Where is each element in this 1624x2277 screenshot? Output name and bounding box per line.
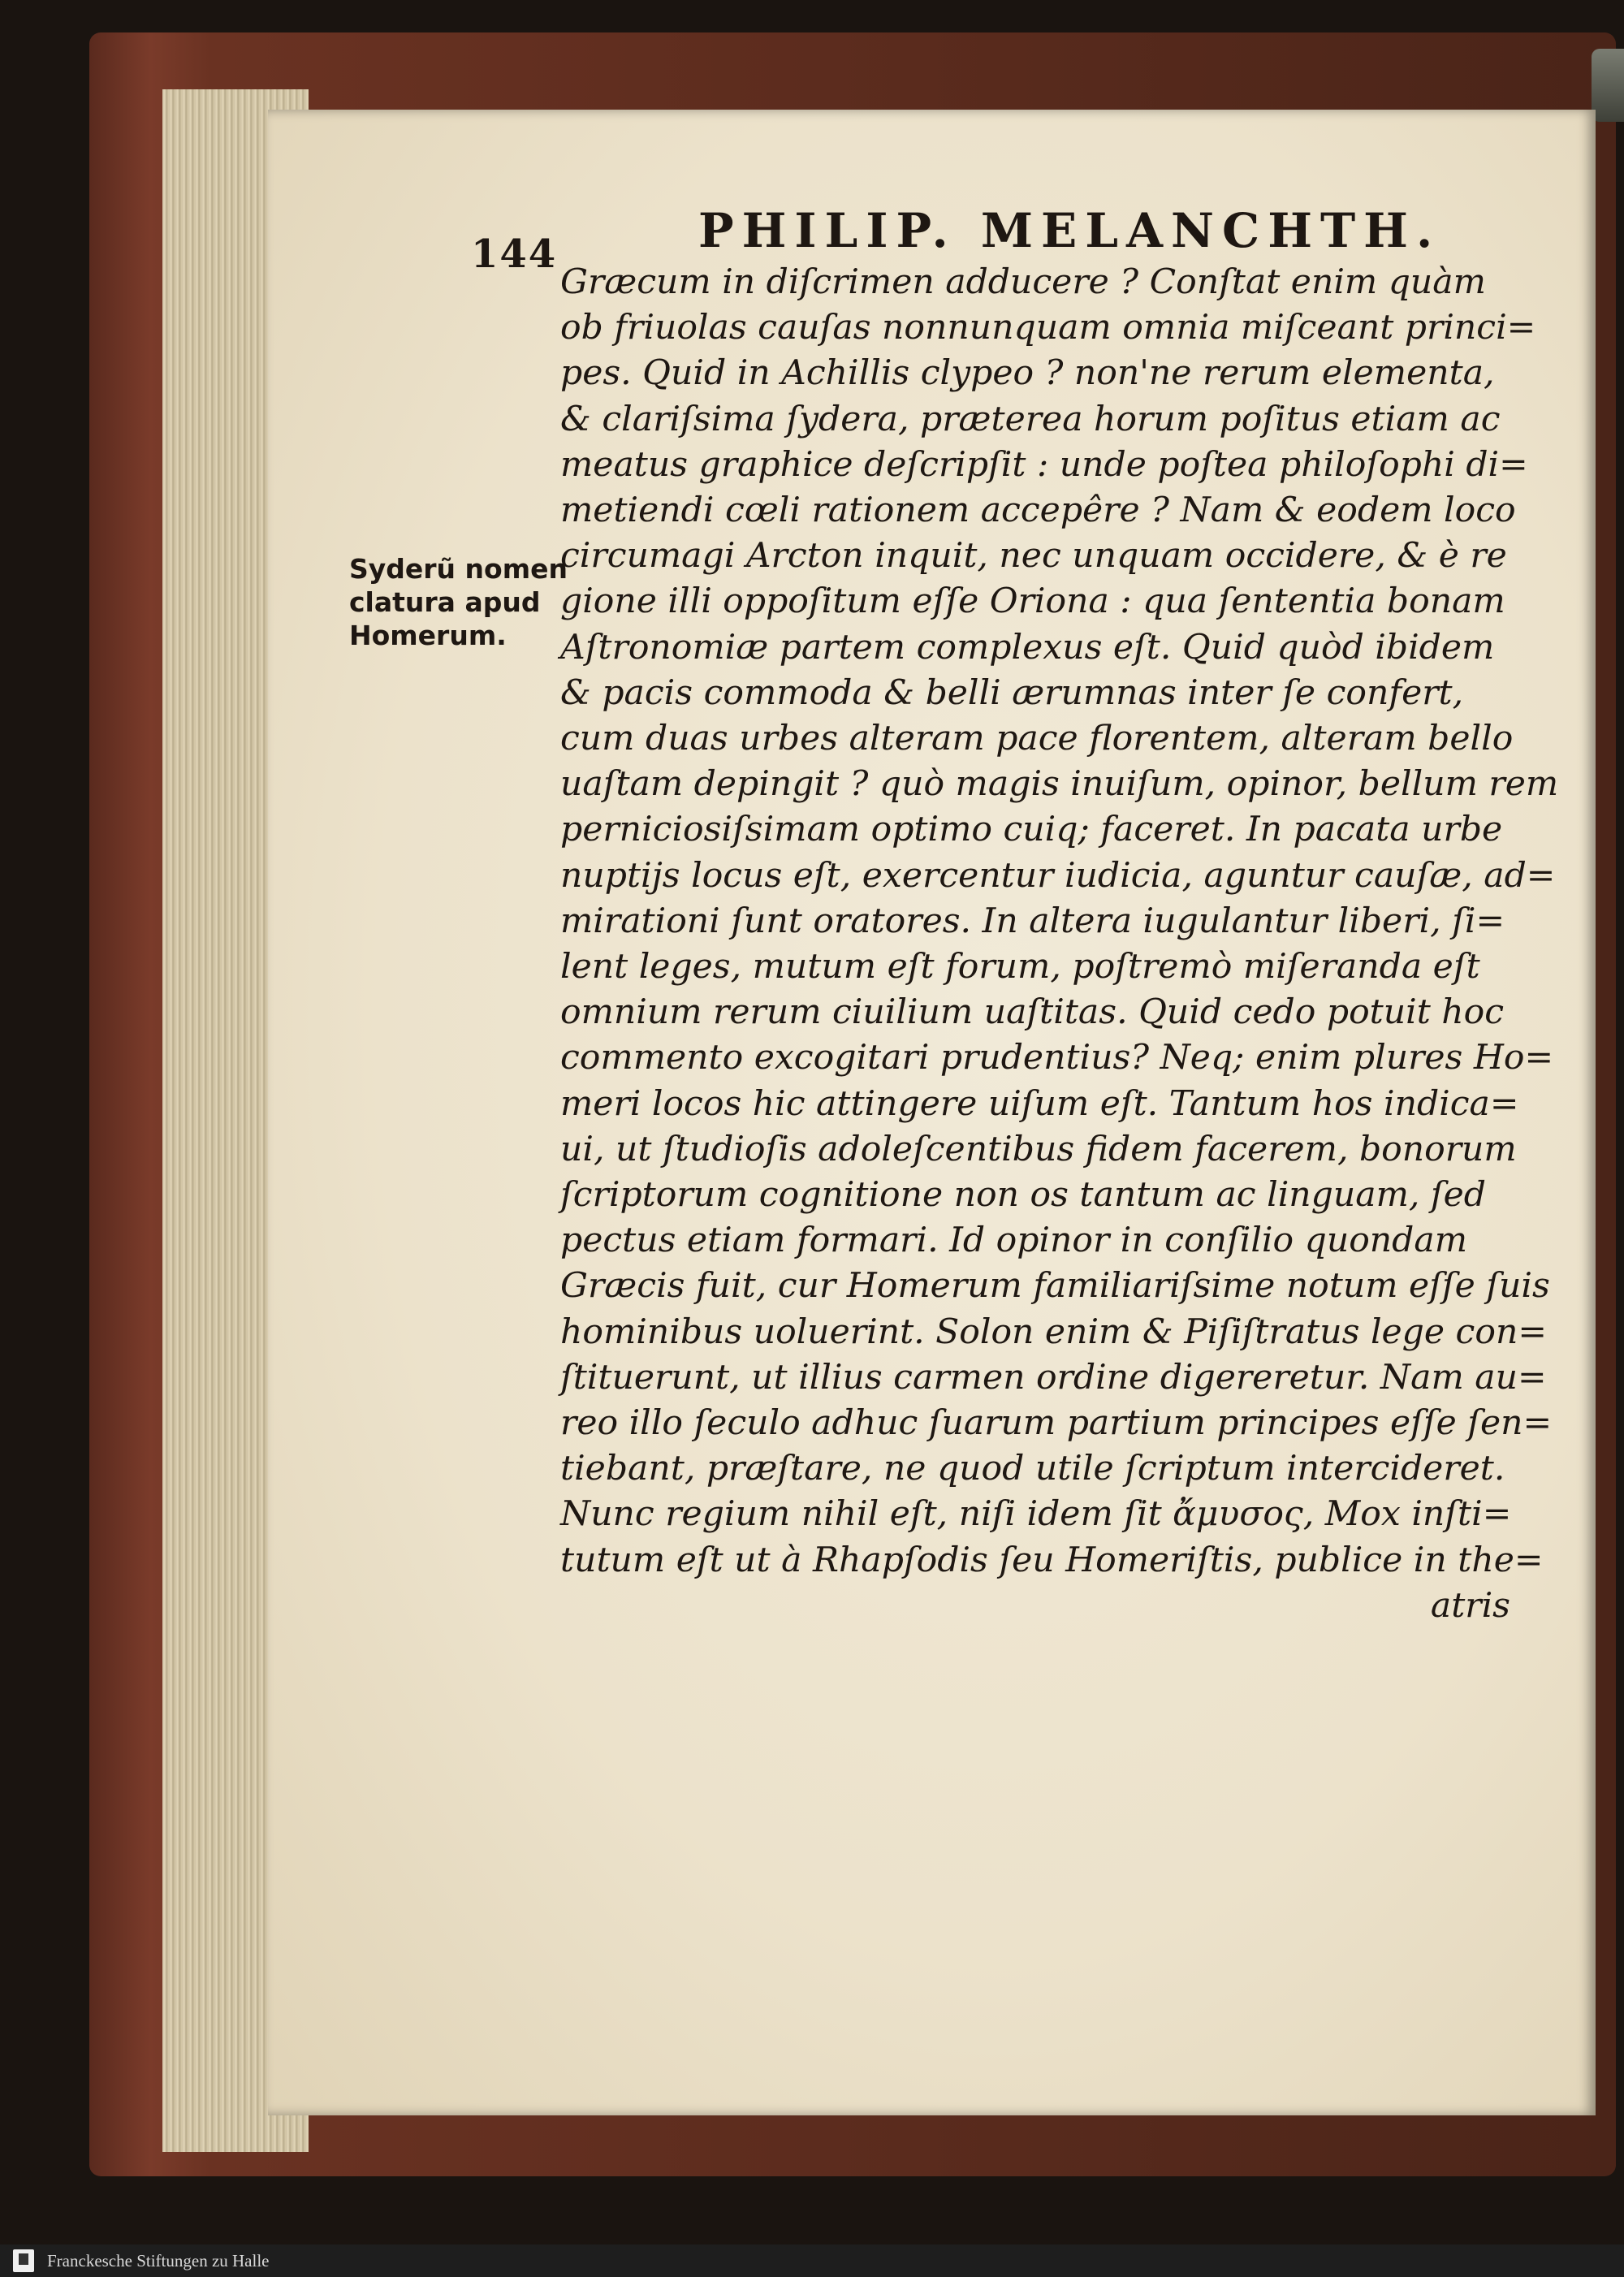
text-line: tutum eſt ut à Rhapſodis ſeu Homeriſtis, publice in the= <box>560 1540 1544 1580</box>
text-line: ui, ut ſtudioſis adoleſcentibus fidem facerem, bonorum <box>560 1129 1517 1169</box>
text-line: perniciosiſsimam optimo cuiq; faceret. In pacata urbe <box>560 810 1503 850</box>
marginal-note-line: Syderũ nomen <box>349 553 568 585</box>
text-line: ob friuolas cauſas nonnunquam omnia miſceant princi= <box>560 308 1536 348</box>
institution-logo-icon <box>13 2249 34 2272</box>
marginal-note <box>349 552 568 652</box>
text-line: uaſtam depingit ? quò magis inuiſum, opinor, bellum rem <box>560 764 1559 805</box>
text-line: metiendi cœli rationem accepêre ? Nam & eodem loco <box>560 490 1516 531</box>
text-line: gione illi oppoſitum eſſe Oriona : qua ſententia bonam <box>560 581 1505 622</box>
running-head: PHILIP. MELANCHTH. <box>698 203 1441 258</box>
page-number: 144 <box>471 231 558 277</box>
text-line: commento excogitari prudentius? Neq; enim plures Ho= <box>560 1038 1554 1078</box>
text-line: & pacis commoda & belli ærumnas inter ſe confert, <box>560 672 1464 713</box>
text-line: ſtituerunt, ut illius carmen ordine digereretur. Nam au= <box>560 1357 1547 1398</box>
text-line: meatus graphice deſcripſit : unde poſtea philoſophi di= <box>560 444 1528 485</box>
text-line: Græcis fuit, cur Homerum familiariſsime notum eſſe ſuis <box>560 1266 1550 1307</box>
text-line: Nunc regium nihil eſt, niſi idem ſit ἄμυσος, Mox inſti= <box>560 1494 1512 1535</box>
footer-credit: Franckesche Stiftungen zu Halle <box>47 2251 270 2271</box>
text-line: pes. Quid in Achillis clypeo ? non'ne rerum elementa, <box>560 353 1495 394</box>
book-clasp <box>1592 49 1624 122</box>
text-line: hominibus uoluerint. Solon enim & Piſiſtratus lege con= <box>560 1311 1547 1352</box>
catchword: atris <box>1430 1585 1510 1626</box>
text-line: ſcriptorum cognitione non os tantum ac linguam, ſed <box>560 1175 1486 1216</box>
text-line: tiebant, præſtare, ne quod utile ſcriptum intercideret. <box>560 1449 1505 1489</box>
text-line: Græcum in diſcrimen adducere ? Conſtat enim quàm <box>560 262 1486 302</box>
text-line: & clariſsima ſydera, præterea horum poſitus etiam ac <box>560 399 1501 439</box>
text-line: circumagi Arcton inquit, nec unquam occidere, & è re <box>560 536 1507 577</box>
marginal-note-line: clatura apud <box>349 586 541 618</box>
text-line: reo illo ſeculo adhuc ſuarum partium principes eſſe ſen= <box>560 1403 1553 1444</box>
marginal-note-line: Homerum. <box>349 620 507 651</box>
text-line: nuptijs locus eſt, exercentur iudicia, aguntur cauſæ, ad= <box>560 855 1556 896</box>
text-line: cum duas urbes alteram pace florentem, alteram bello <box>560 719 1514 759</box>
footer-bar <box>0 2245 1624 2277</box>
text-line: omnium rerum ciuilium uaſtitas. Quid cedo potuit hoc <box>560 992 1505 1033</box>
text-line: pectus etiam formari. Id opinor in conſilio quondam <box>560 1221 1467 1261</box>
text-line: lent leges, mutum eſt forum, poſtremò miſeranda eſt <box>560 947 1480 987</box>
body-text <box>560 260 1559 1629</box>
text-line: Aſtronomiæ partem complexus eſt. Quid quòd ibidem <box>560 627 1495 668</box>
text-line: mirationi ſunt oratores. In altera iugulantur liberi, ſi= <box>560 901 1505 941</box>
text-line: meri locos hic attingere uiſum eſt. Tantum hos indica= <box>560 1083 1519 1124</box>
